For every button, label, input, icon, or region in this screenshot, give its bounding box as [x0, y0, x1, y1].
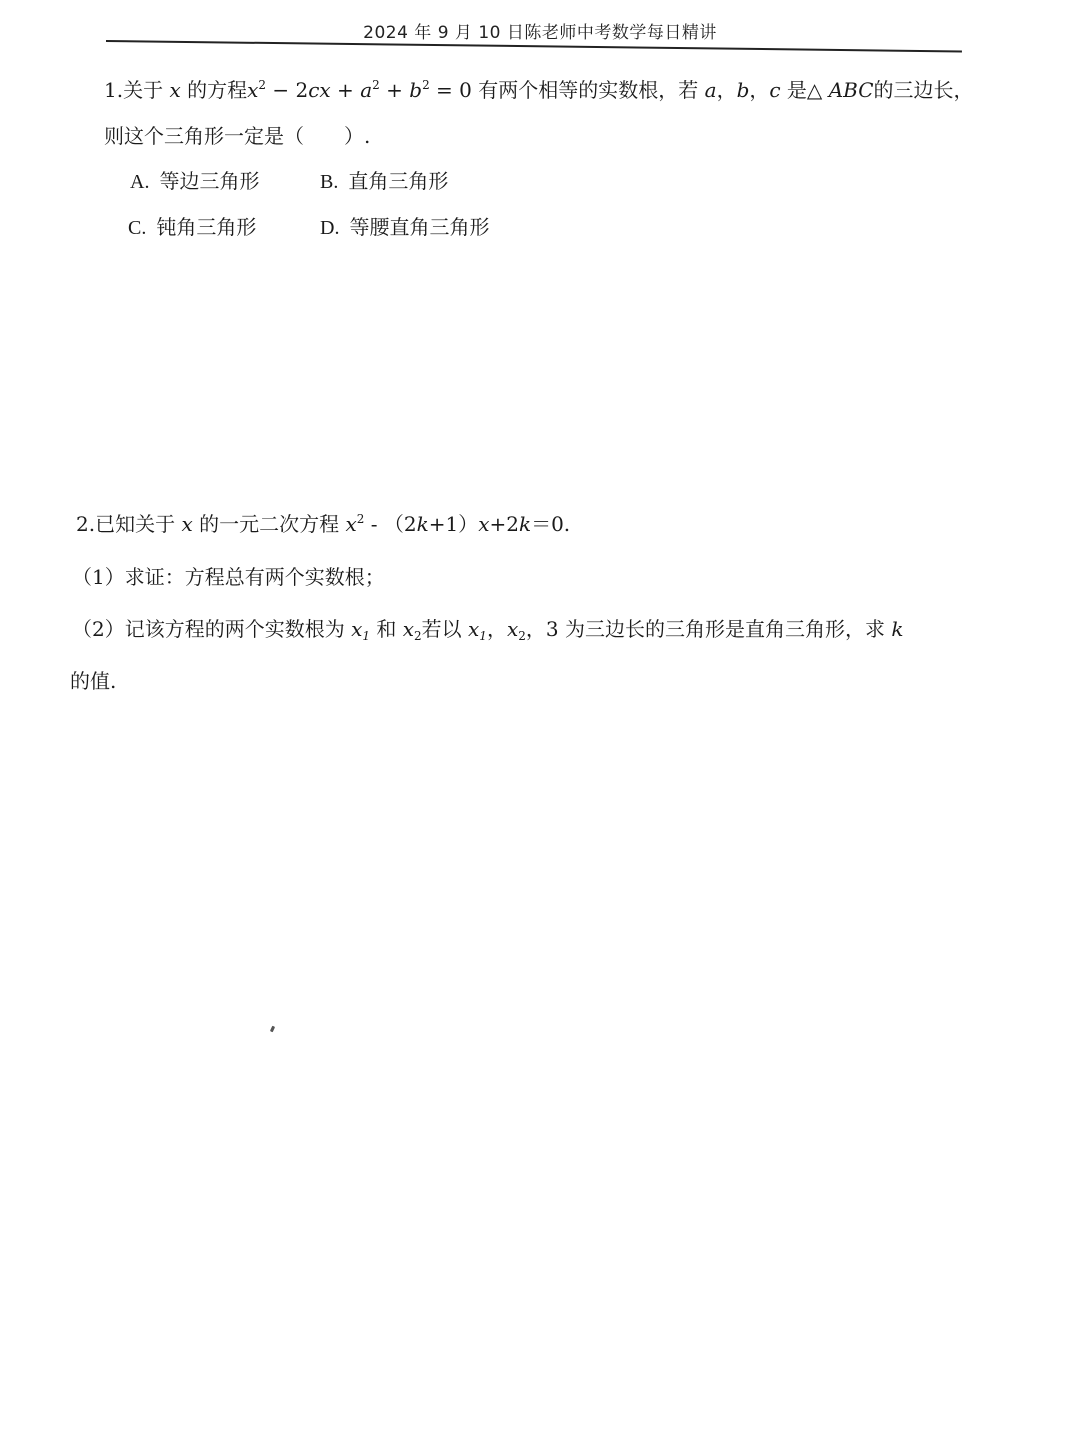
q2-var-k: k — [891, 617, 904, 641]
question-1-stem-line-1 — [104, 78, 974, 102]
q1-var-b: b — [736, 78, 750, 102]
question-2-stem — [76, 512, 570, 536]
q1-var-x: x — [169, 78, 181, 102]
q2-x1-sub: 1 — [362, 629, 371, 643]
q1-eq-b: b — [409, 78, 423, 102]
q1-eq-sq2: 2 — [372, 78, 380, 92]
page-header-title: 2024 年 9 月 10 日陈老师中考数学每日精讲 — [363, 23, 717, 43]
option-c-text: 钝角三角形 — [156, 215, 257, 239]
q1-eq-minus: − 2 — [266, 78, 309, 102]
option-d[interactable] — [320, 215, 489, 240]
q2-x2-sub: 2 — [414, 629, 422, 643]
q2-eq-k2: k — [518, 512, 532, 536]
q2-eq-x: x — [345, 512, 357, 536]
scan-speck — [270, 1026, 275, 1033]
q1-prefix: 1.关于 — [104, 78, 170, 102]
q2-x1b-sub: 1 — [479, 629, 487, 643]
q1-eq-sq1: 2 — [258, 78, 267, 92]
q2-eq-x2: x — [478, 512, 490, 536]
q1-after: 有两个相等的实数根，若 — [471, 78, 705, 102]
q1-var-a: a — [704, 78, 717, 102]
option-d-text: 等腰直角三角形 — [349, 215, 490, 239]
q1-comma2: ， — [749, 78, 770, 102]
q2-x1b-var: x — [468, 617, 480, 641]
question-2-part-2 — [72, 617, 903, 641]
q2-mid: 的一元二次方程 — [192, 512, 346, 536]
option-b-letter: B. — [320, 171, 339, 193]
q2-x2b-var: x — [506, 617, 519, 641]
q1-comma1: ， — [716, 78, 737, 102]
option-b[interactable] — [320, 169, 448, 194]
q1-eq-a: a — [360, 78, 373, 102]
question-2-part-1: （1）求证：方程总有两个实数根； — [72, 565, 385, 589]
q2-x2-var: x — [402, 617, 415, 641]
q2-p2-if: 若以 — [421, 617, 469, 641]
option-c[interactable] — [128, 215, 320, 240]
option-a-text: 等边三角形 — [159, 169, 260, 193]
q1-eq-cx: cx — [308, 78, 331, 102]
question-1-options-row-1 — [130, 169, 448, 194]
q2-eq-part3: +2 — [489, 512, 519, 536]
q2-var-x: x — [181, 512, 193, 536]
q1-abc: ABC — [828, 78, 874, 102]
q2-eq-part2: +1） — [428, 512, 479, 536]
q2-p2-and: 和 — [370, 617, 403, 641]
option-a-letter: A. — [130, 171, 150, 193]
option-d-letter: D. — [320, 217, 340, 239]
q1-eq-plus1: + — [330, 78, 361, 102]
q1-mid: 的方程 — [180, 78, 248, 102]
q2-eq-k1: k — [416, 512, 429, 536]
question-2-part-2-end: 的值. — [70, 669, 117, 693]
option-a[interactable] — [130, 169, 320, 194]
question-1-options-row-2 — [128, 215, 489, 240]
q2-p2-c1: ， — [486, 617, 507, 641]
option-c-letter: C. — [128, 217, 147, 239]
question-1-stem-line-2: 则这个三角形一定是（ ）. — [104, 124, 371, 148]
q2-x1-var: x — [351, 617, 363, 641]
q1-is: 是△ — [780, 78, 829, 102]
q2-eq-part1: - （2 — [364, 512, 417, 536]
q1-eq-x: x — [247, 78, 259, 102]
q1-eq-zero: = 0 — [429, 78, 472, 102]
q2-p2-prefix: （2）记该方程的两个实数根为 — [72, 617, 352, 641]
q2-x2b-sub: 2 — [518, 629, 526, 643]
q2-eq-part4: ＝0. — [531, 512, 571, 536]
q2-eq-sq: 2 — [356, 512, 365, 526]
option-b-text: 直角三角形 — [348, 169, 449, 193]
q1-end: 的三边长， — [873, 78, 974, 102]
q2-p2-rest: ，3 为三边长的三角形是直角三角形，求 — [525, 617, 892, 641]
q1-eq-sq3: 2 — [422, 78, 430, 92]
q2-prefix: 2.已知关于 — [76, 512, 182, 536]
q1-eq-plus2: + — [379, 78, 410, 102]
q1-var-c: c — [769, 78, 781, 102]
